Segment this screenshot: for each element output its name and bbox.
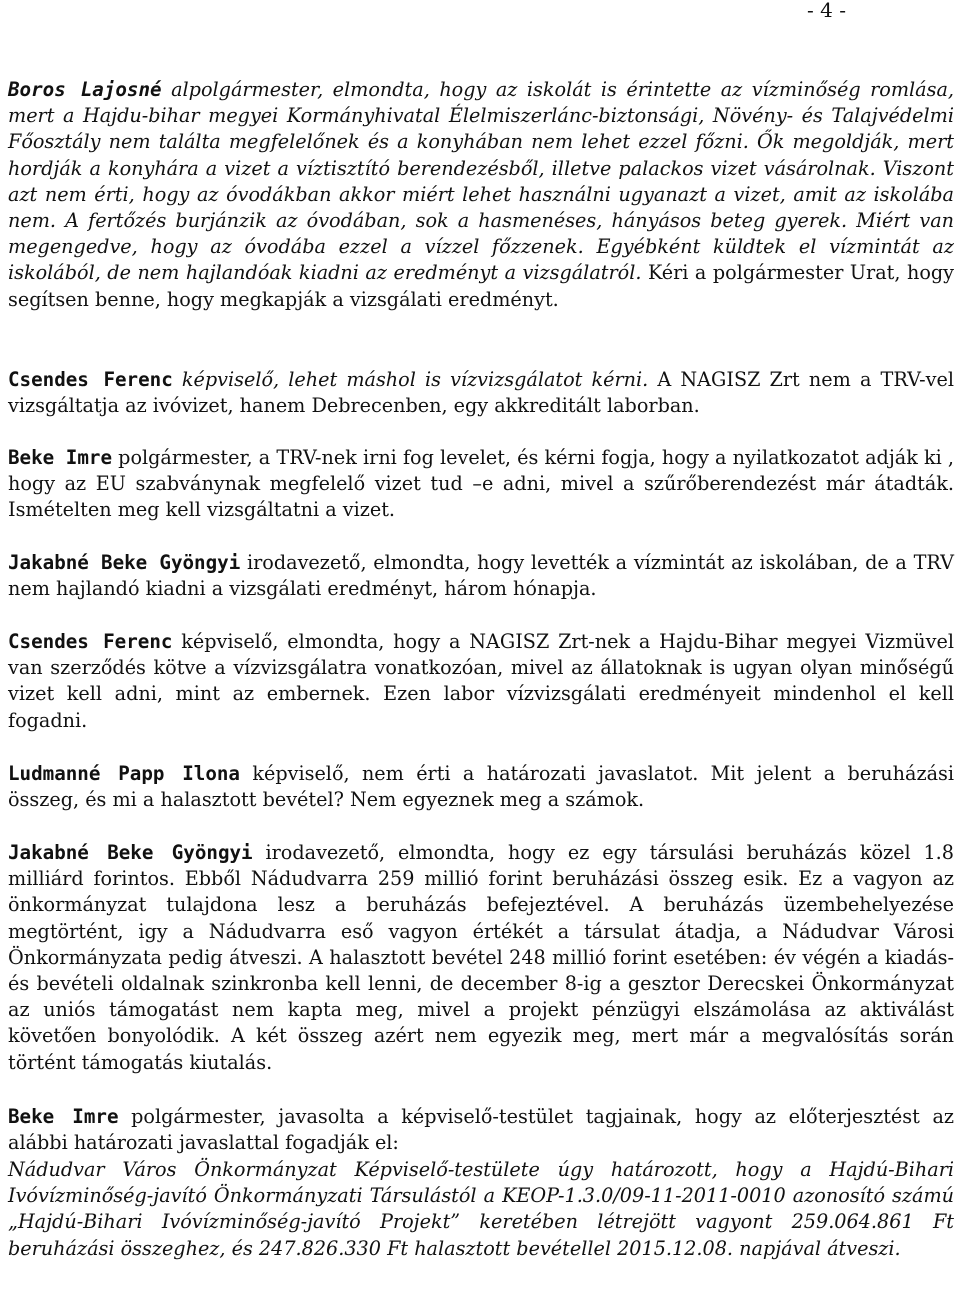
resolution-text (8, 1157, 954, 1262)
paragraph-text: polgármester, a TRV-nek irni fog levelet, és kérni fogja, hogy a nyilatkozatot adják ki , hogy az EU szabványnak megfelelő vizet tud –e adni, mivel a szűrőberendezést már átadták. Ismételten meg kell vizsgáltatni a vizet. (8, 446, 955, 522)
speaker-name: Ludmanné Papp Ilona (8, 762, 240, 785)
speaker-name: Beke Imre (8, 446, 113, 469)
speaker-name: Boros Lajosné (8, 78, 162, 101)
paragraph-text: képviselő, lehet máshol is vízvizsgálatot kérni. (181, 368, 649, 391)
paragraph-1 (8, 77, 954, 313)
speaker-name: Jakabné Beke Gyöngyi (8, 841, 253, 864)
paragraph-text: irodavezető, elmondta, hogy ez egy társulási beruházás közel 1.8 milliárd forintos. Ebből Nádudvarra 259 millió forint beruházási összeg esik. Ez a vagyon az önkormányzat tulajdona lesz a beruházás befejeztével. A beruházás üzembehelyezése megtörtént, igy a Nádudvarra eső vagyon értékét a társulat átadja, a Nádudvar Városi Önkormányzata pedig átveszi. A halasztott bevétel 248 millió forint esetében: év végén a kiadás- és bevételi oldalnak szinkronba kell lenni, de december 8-ig a gesztor Derecskei Önkormányzat az uniós támogatást nem kapta meg, mivel a projekt pénzügyi elszámolása az aktiválást követően bonyolódik. A két összeg azért nem egyezik meg, mert már a megvalósítás során történt támogatás kiutalás. (8, 841, 954, 1074)
paragraph-text: képviselő, elmondta, hogy a NAGISZ Zrt-nek a Hajdu-Bihar megyei Vizmüvel van szerződés kötve a vízvizsgálatra vonatkozóan, mivel az állatoknak is ugyan olyan minőségű vizet kell adni, mint az embernek. Ezen labor vízvizsgálati eredményeit mindenhol el kell fogadni. (8, 630, 954, 732)
paragraph-4 (8, 550, 954, 602)
paragraph-8 (8, 1104, 954, 1156)
speaker-name: Csendes Ferenc (8, 630, 173, 653)
paragraph-7 (8, 840, 954, 1076)
paragraph-5 (8, 629, 954, 734)
paragraph-text: alpolgármester, elmondta, hogy az iskolát is érintette az vízminőség romlása, mert a Hajdu-bihar megyei Kormányhivatal Élelmiszerlánc-biztonsági, Növény- és Talajvédelmi Főosztály nem találta megfelelőnek és a konyhában nem lehet ezzel főzni. Ők megoldják, mert hordják a konyhára a vizet a víztisztító berendezésből, illetve palackos vizet vásárolnak. Viszont azt nem érti, hogy az óvodákban akkor miért lehet használni ugyanazt a vizet, amit az iskolába nem. A fertőzés burjánzik az óvodában, sok a hasmenéses, hányásos beteg gyerek. Miért van megengedve, hogy az óvodába ezzel a vízzel főzzenek. Egyébként küldtek el vízmintát az iskolából, de nem hajlandóak kiadni az eredményt a vizsgálatról. (8, 78, 954, 285)
paragraph-text: irodavezető, elmondta, hogy levették a vízmintát az iskolában, de a TRV nem hajlandó kiadni a vizsgálati eredményt, három hónapja. (8, 551, 954, 601)
speaker-name: Beke Imre (8, 1105, 119, 1128)
paragraph-text: polgármester, javasolta a képviselő-testület tagjainak, hogy az előterjesztést az alábbi határozati javaslattal fogadják el: (8, 1105, 954, 1155)
paragraph-text: Kéri a polgármester Urat, hogy segítsen benne, hogy megkapják a vizsgálati eredményt. (8, 261, 955, 311)
paragraph-3 (8, 445, 954, 524)
speaker-name: Csendes Ferenc (8, 368, 173, 391)
page-number: - 4 - (807, 0, 846, 22)
paragraph-6 (8, 761, 954, 813)
paragraph-2 (8, 367, 954, 419)
speaker-name: Jakabné Beke Gyöngyi (8, 551, 241, 574)
paragraph-text: A NAGISZ Zrt nem a TRV-vel vizsgáltatja az ivóvizet, hanem Debrecenben, egy akkreditált laborban. (8, 368, 954, 418)
paragraph-text: képviselő, nem érti a határozati javaslatot. Mit jelent a beruházási összeg, és mi a halasztott bevétel? Nem egyeznek meg a számok. (8, 762, 954, 812)
resolution-body: Nádudvar Város Önkormányzat Képviselő-testülete úgy határozott, hogy a Hajdú-Bihari Ivóvízminőség-javító Önkormányzati Társulástól a KEOP-1.3.0/09-11-2011-0010 azonosító számú „Hajdú-Bihari Ivóvízminőség-javító Projekt” keretében létrejött vagyont 259.064.861 Ft beruházási összeghez, és 247.826.330 Ft halasztott bevétellel 2015.12.08. napjával átveszi. (8, 1158, 954, 1260)
